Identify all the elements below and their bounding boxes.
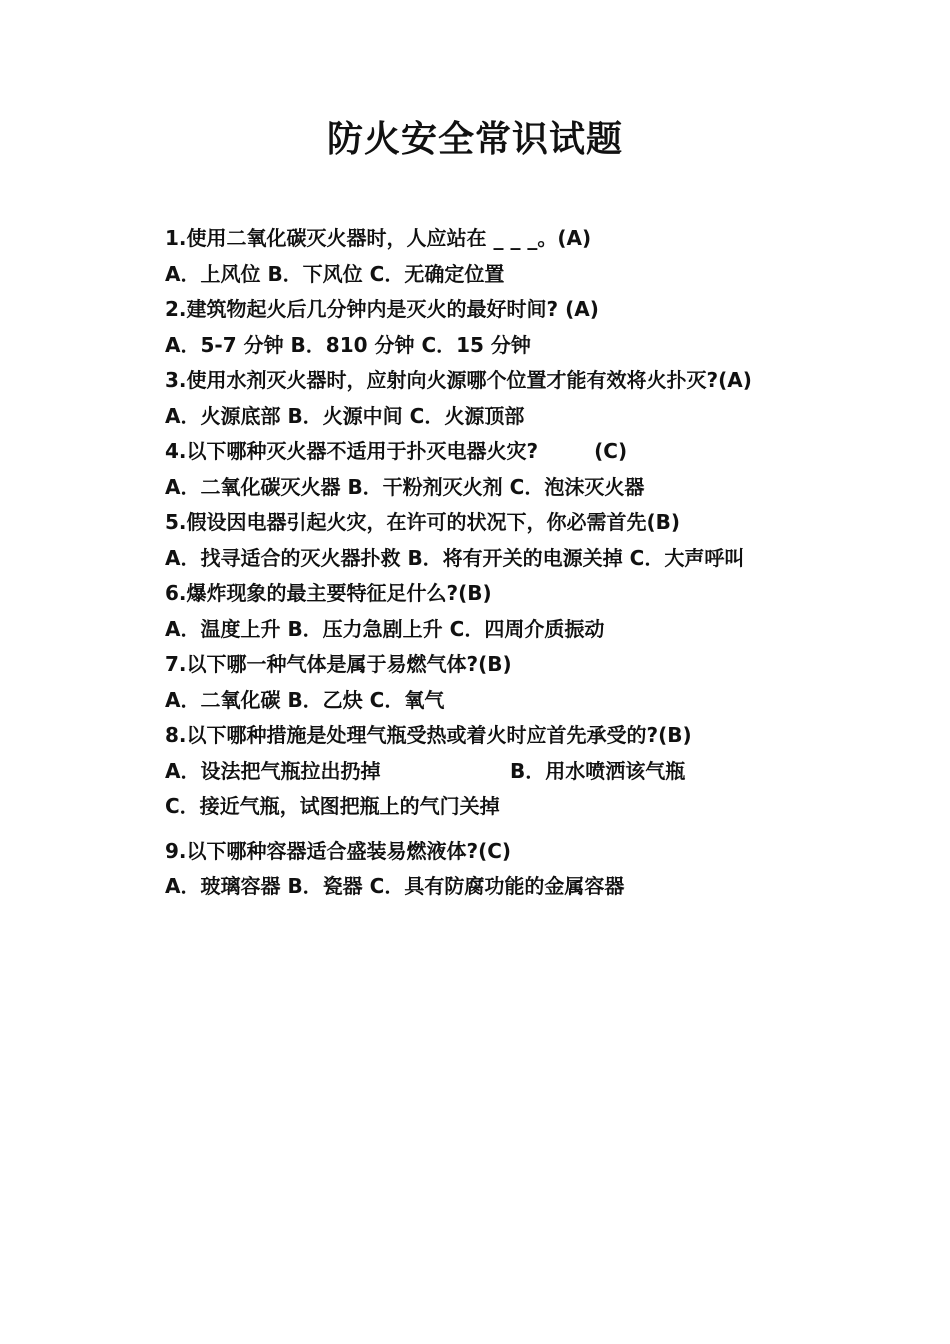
question-8-options-row (165, 754, 865, 790)
question-7-options: A．二氧化碳 B．乙炔 C．氧气 (165, 687, 445, 712)
question-9-options: A．玻璃容器 B．瓷器 C．具有防腐功能的金属容器 (165, 874, 625, 898)
question-6-options: A．温度上升 B．压力急剧上升 C．四周介质振动 (165, 616, 605, 641)
question-8-option-c: C．接近气瓶，试图把瓶上的气门关掉 (165, 794, 500, 818)
question-8-option-b: B．用水喷洒该气瓶 (510, 758, 686, 783)
document-title: 防火安全常识试题 (326, 119, 623, 160)
question-2: 2.建筑物起火后几分钟内是灭火的最好时间? (A) (165, 297, 599, 321)
question-3: 3.使用水剂灭火器时，应射向火源哪个位置才能有效将火扑灭?(A) (165, 368, 752, 392)
question-list (165, 221, 865, 905)
question-5-options: A．找寻适合的灭火器扑救 B．将有开关的电源关掉 C．大声呼叫 (165, 545, 745, 570)
question-4-text: 4.以下哪种灭火器不适用于扑灭电器火灾? (165, 439, 539, 463)
question-4 (165, 434, 865, 470)
question-5: 5.假设因电器引起火灾，在许可的状况下，你必需首先(B) (165, 510, 681, 534)
question-6: 6.爆炸现象的最主要特征足什么?(B) (165, 581, 492, 605)
question-1: 1.使用二氧化碳灭火器时，人应站在 _ _ _。(A) (165, 226, 592, 250)
question-1-options: A．上风位 B．下风位 C．无确定位置 (165, 261, 505, 286)
question-8-option-a: A．设法把气瓶拉出扔掉 (165, 758, 381, 783)
question-2-options: A．5-7 分钟 B．810 分钟 C．15 分钟 (165, 332, 531, 357)
question-9: 9.以下哪种容器适合盛装易燃液体?(C) (165, 838, 512, 863)
question-7: 7.以下哪一种气体是属于易燃气体?(B) (165, 652, 512, 676)
question-4-answer: (C) (594, 439, 628, 463)
question-4-options: A．二氧化碳灭火器 B．干粉剂灭火剂 C．泡沫灭火器 (165, 474, 645, 499)
question-8: 8.以下哪种措施是处理气瓶受热或着火时应首先承受的?(B) (165, 723, 692, 747)
question-3-options: A．火源底部 B．火源中间 C．火源顶部 (165, 403, 525, 428)
